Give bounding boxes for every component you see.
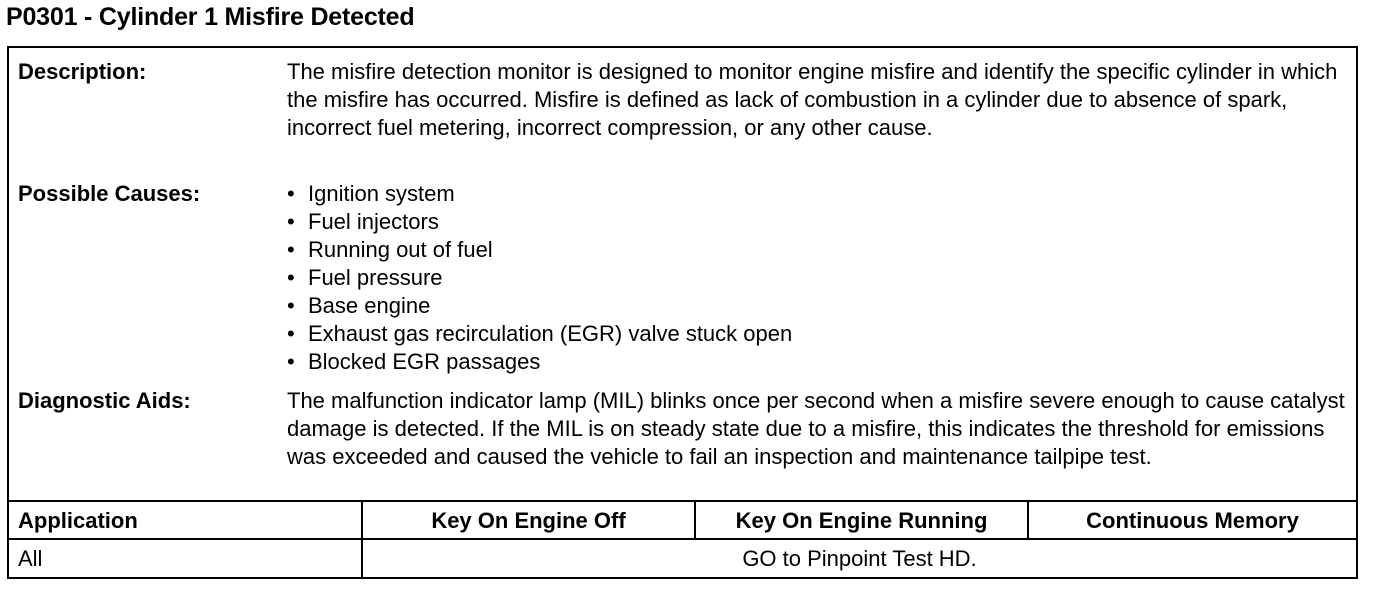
test-table xyxy=(9,500,1356,577)
table-cell-action: GO to Pinpoint Test HD. xyxy=(742,546,977,571)
diagnostic-aids-label: Diagnostic Aids: xyxy=(18,388,191,413)
table-cell-application: All xyxy=(18,546,43,571)
list-item: • Fuel pressure xyxy=(287,264,1349,292)
table-divider xyxy=(9,538,1356,540)
list-item: • Base engine xyxy=(287,292,1349,320)
header-application: Application xyxy=(18,508,138,533)
header-key-on-engine-off: Key On Engine Off xyxy=(431,508,626,533)
header-continuous-memory: Continuous Memory xyxy=(1086,508,1299,533)
list-item: • Blocked EGR passages xyxy=(287,348,1349,376)
possible-causes-list xyxy=(287,180,1349,376)
page-title: P0301 - Cylinder 1 Misfire Detected xyxy=(6,3,415,31)
list-item: • Fuel injectors xyxy=(287,208,1349,236)
header-key-on-engine-running: Key On Engine Running xyxy=(735,508,988,533)
diagnostic-aids-text: The malfunction indicator lamp (MIL) blinks once per second when a misfire severe enough to cause catalyst damage is detected. If the MIL is on steady state due to a misfire, this indicates the threshold for emissions was exceeded and caused the vehicle to fail an inspection and maintenance tailpipe test. xyxy=(287,388,1345,469)
description-text: The misfire detection monitor is designed to monitor engine misfire and identify the specific cylinder in which the misfire has occurred. Misfire is defined as lack of combustion in a cylinder due to absence of spark, incorrect fuel metering, incorrect compression, or any other cause. xyxy=(287,59,1338,140)
possible-causes-label: Possible Causes: xyxy=(18,181,201,206)
list-item: • Exhaust gas recirculation (EGR) valve stuck open xyxy=(287,320,1349,348)
dtc-info-box xyxy=(7,46,1358,579)
description-label: Description: xyxy=(18,59,147,84)
list-item: • Ignition system xyxy=(287,180,1349,208)
table-divider xyxy=(9,500,1356,502)
list-item: • Running out of fuel xyxy=(287,236,1349,264)
